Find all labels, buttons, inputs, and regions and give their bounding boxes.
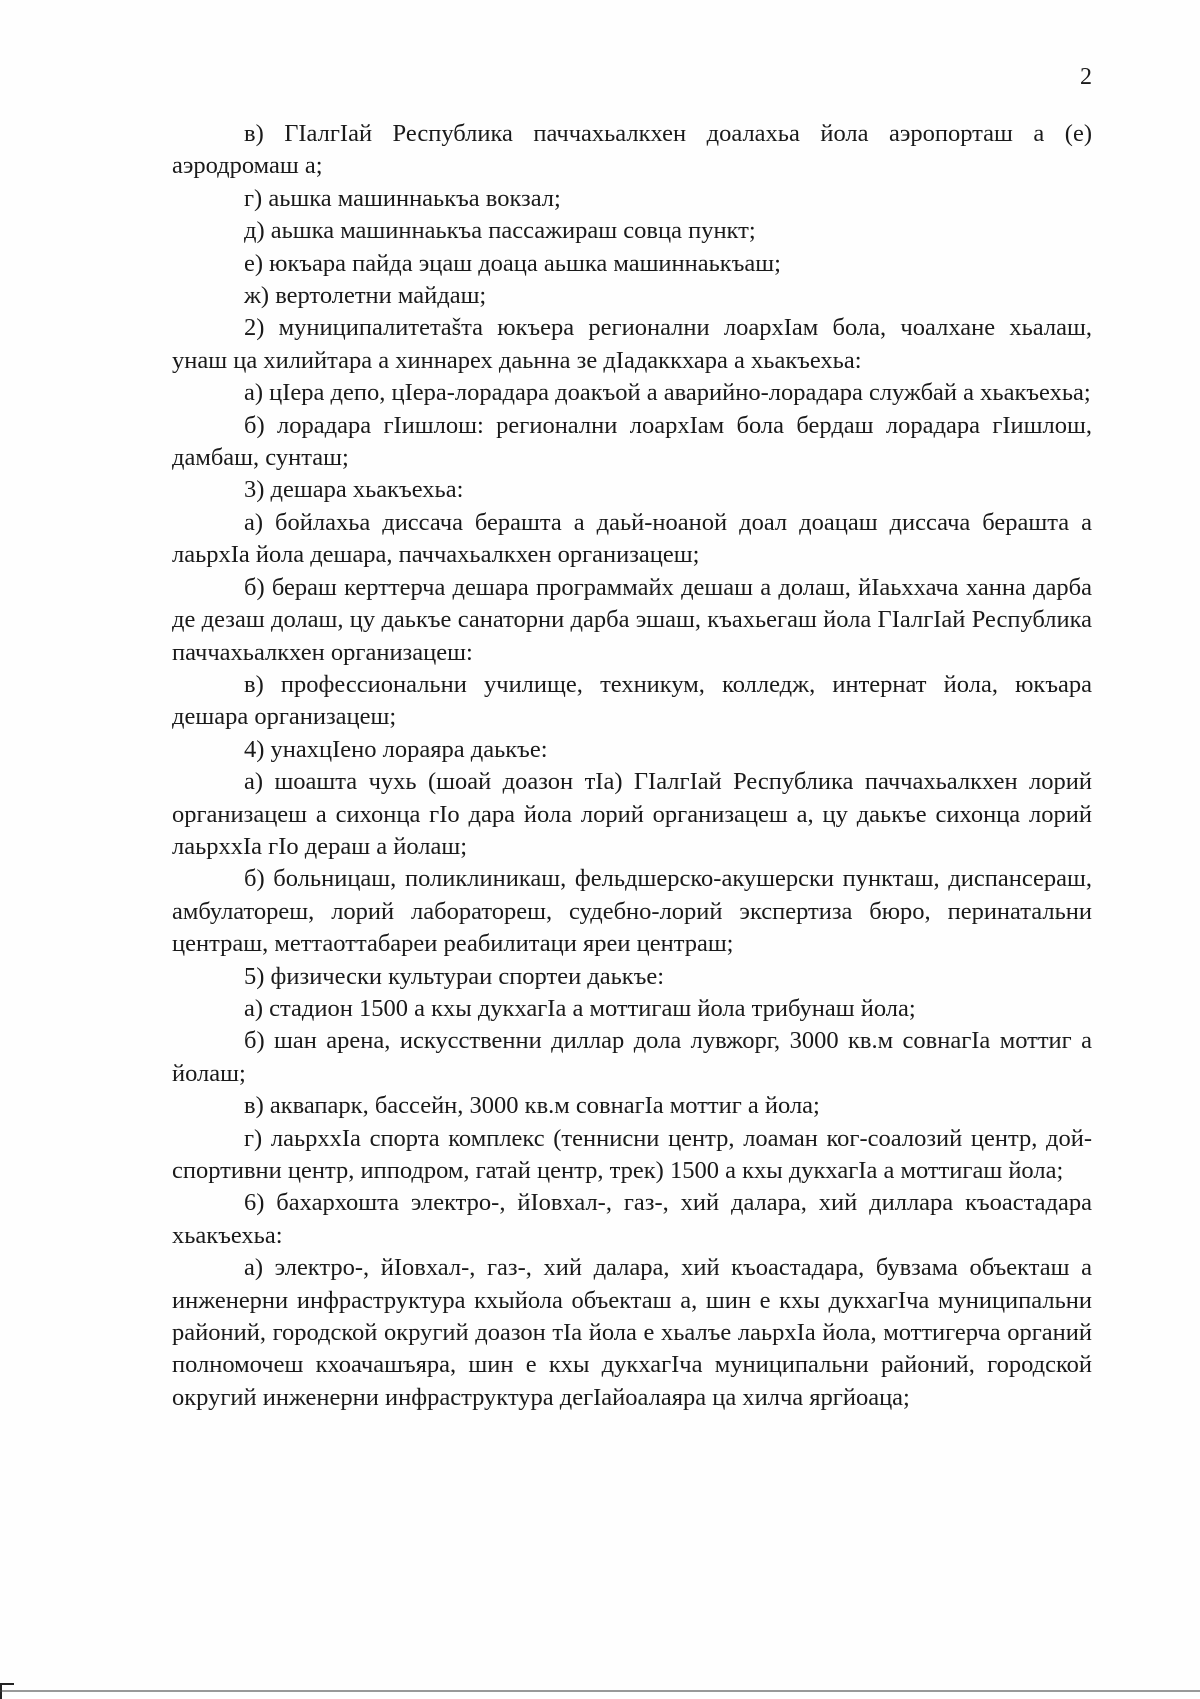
paragraph: а) цӀера депо, цӀера-лорадара доакъой а аварийно-лорадара службай а хьакъехьа; — [244, 379, 1091, 407]
paragraph: б) бераш керттерча дешара программайх дешаш а долаш, йӀаьххача ханна дарба де дезаш долаш, цу даькъе санаторни дарба эшаш, къахьегаш йола ГӀалгӀай Республика паччахьалкхен организацеш: — [172, 573, 1092, 666]
paragraph: е) юкъара пайда эцаш доаца аьшка машиннаькъаш; — [244, 249, 781, 277]
paragraph: б) шан арена, искусственни диллар дола лувжорг, 3000 кв.м совнагӀа моттиг а йолаш; — [172, 1027, 1092, 1087]
paragraph: д) аьшка машиннаькъа пассажираш совца пункт; — [244, 217, 756, 245]
paragraph: а) стадион 1500 а кхы дукхагӀа а моттигаш йола трибунаш йола; — [244, 994, 916, 1022]
paragraph: а) электро-, йӀовхал-, газ-, хий далара, хий къоастадара, бувзама объекташ а инженерни инфраструктура кхыйола объекташ а, шин е кхы дукхагӀча муниципальни районий, городской округий доазон тӀа йола е хьалъе лаьрхӀа йола, моттигерча органий полномочеш кхоачашъяра, шин е кхы дукхагӀча муниципальни районий, городской округий инженерни инфраструктура дегӀайоалаяра ца хилча яргйоаца; — [172, 1254, 1092, 1411]
paragraph: а) бойлахьа диссача берашта а даьй-ноаной доал доацаш диссача берашта а лаьрхӀа йола дешара, паччахьалкхен организацеш; — [172, 508, 1092, 569]
paragraph: 5) физически культураи спортеи даькъе: — [244, 962, 665, 990]
paragraph: 6) бахархошта электро-, йӀовхал-, газ-, хий далара, хий диллара къоастадара хьакъехьа: — [172, 1189, 1092, 1249]
paragraph: 3) дешара хьакъехьа: — [244, 476, 464, 504]
paragraph: а) шоашта чухь (шоай доазон тӀа) ГӀалгӀай Республика паччахьалкхен лорий организацеш а сихонца гӀо дара йола лорий организацеш а, цу даькъе сихонца лорий лаьрххӀа гӀо дераш а йолаш; — [172, 768, 1092, 860]
paragraph: ж) вертолетни майдаш; — [244, 282, 487, 310]
paragraph: в) аквапарк, бассейн, 3000 кв.м совнагӀа моттиг а йола; — [244, 1092, 820, 1120]
paragraph: б) больницаш, поликлиникаш, фельдшерско-акушерски пункташ, диспансераш, амбулатореш, лорий лабораторeш, судебно-лорий экспертиза бюро, перинатальни центраш, меттаоттабареи реабилитаци яреи центраш; — [172, 865, 1092, 958]
paragraph: г) лаьрххӀа спорта комплекс (теннисни центр, лоаман ког-соалозий центр, дой-спортивни центр, ипподром, гатай центр, трек) 1500 а кхы дукхагӀа а моттигаш йола; — [172, 1124, 1092, 1184]
paragraph: 4) унахцӀено лораяра даькъе: — [244, 735, 548, 763]
page-number: 2 — [1080, 64, 1092, 90]
paragraph: г) аьшка машиннаькъа вокзал; — [244, 184, 561, 212]
paragraph: 2) муниципалитетašта юкъера регионални лоархӀам бола, чоалхане хьалаш, унаш ца хилийтара а хиннарех даьнна зе дӀадаккхара а хьакъехьа: — [172, 314, 1092, 374]
paragraph: б) лорадара гӀишлош: регионални лоархӀам бола бердаш лорадара гӀишлош, дамбаш, сунташ; — [172, 411, 1092, 472]
scan-bottom-edge — [0, 1690, 1200, 1692]
paragraph: в) профессиональни училище, техникум, колледж, интернат йола, юкъара дешара организацеш; — [172, 670, 1092, 731]
document-body — [172, 118, 1092, 1414]
paragraph: в) ГӀалгӀай Республика паччахьалкхен доалахьа йола аэропорташ а (е) аэродромаш а; — [172, 120, 1092, 180]
